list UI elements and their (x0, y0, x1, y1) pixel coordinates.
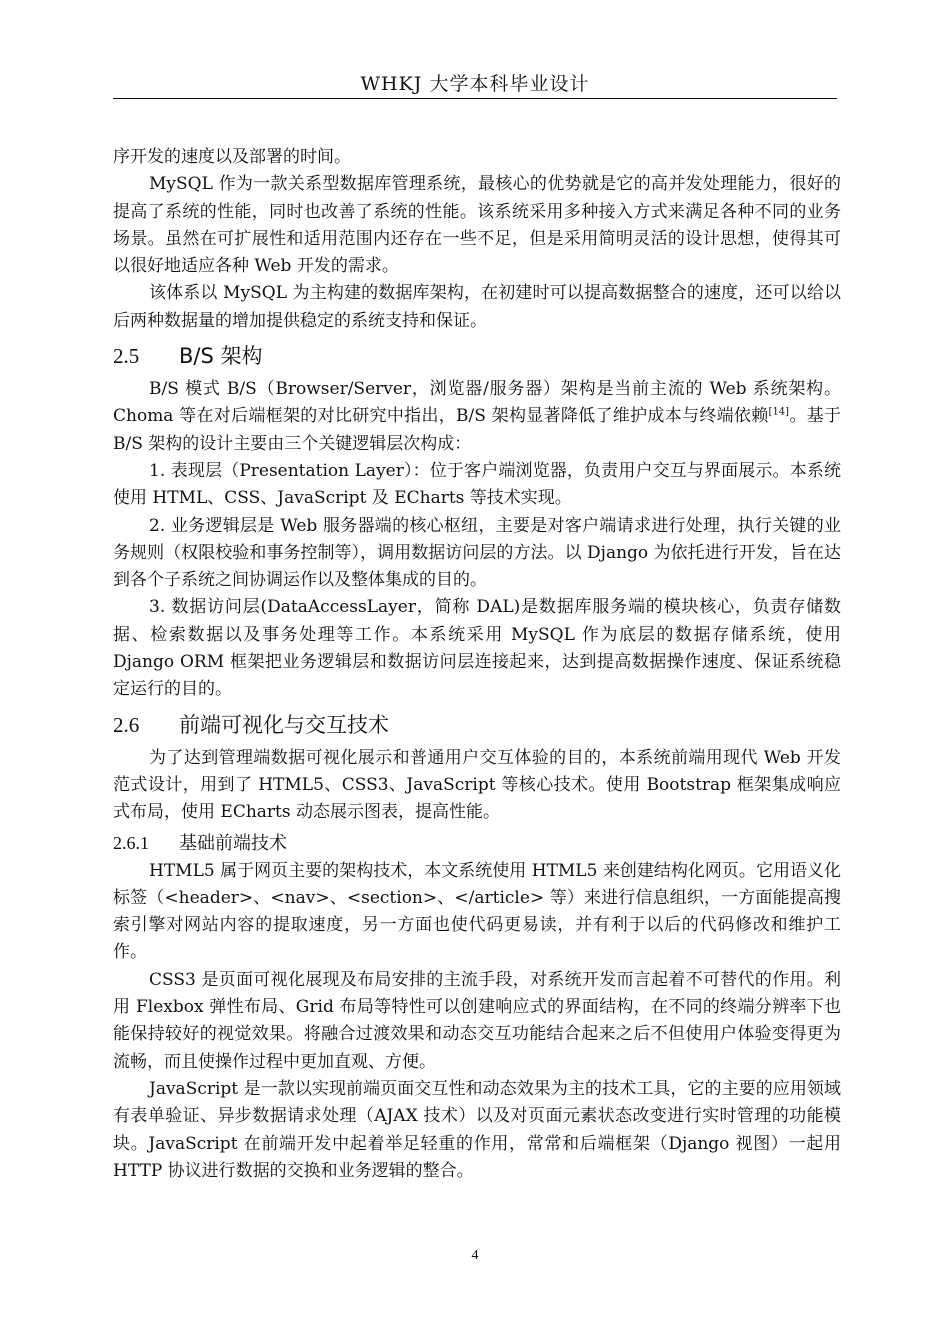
subsection-title: 基础前端技术 (179, 832, 287, 854)
paragraph-continued: 序开发的速度以及部署的时间。 (113, 147, 351, 167)
paragraph-frontend-intro: 为了达到管理端数据可视化展示和普通用户交互体验的目的，本系统前端用现代 Web 开发范式设计，用到了 HTML5、CSS3、JavaScript 等核心技术。使用 Bootstrap 框架集成响应式布局，使用 ECharts 动态展示图表，提高性能。 (113, 747, 841, 823)
section-heading-2-5 (113, 340, 841, 373)
bs-intro-text-end: 。基于 B/S 架构的设计主要由三个关键逻辑层次构成： (113, 406, 841, 454)
paragraph-javascript: JavaScript 是一款以实现前端页面交互性和动态效果为主的技术工具，它的主要的应用领域有表单验证、异步数据请求处理（AJAX 技术）以及对页面元素状态改变进行实时管理的功能模块。JavaScript 在前端开发中起着举足轻重的作用，常常和后端框架（Django 视图）一起用 HTTP 协议进行数据的交换和业务逻辑的整合。 (113, 1078, 841, 1181)
section-heading-2-6 (113, 709, 841, 742)
paragraph-layer-business: 2. 业务逻辑层是 Web 服务器端的核心枢纽，主要是对客户端请求进行处理，执行关键的业务规则（权限校验和事务控制等），调用数据访问层的方法。以 Django 为依托进行开发，旨在达到各个子系统之间协调运作以及整体集成的目的。 (113, 515, 841, 591)
running-header: WHKJ 大学本科毕业设计 (360, 73, 590, 95)
paragraph-layer-presentation: 1. 表现层（Presentation Layer）：位于客户端浏览器，负责用户交互与界面展示。本系统使用 HTML、CSS、JavaScript 及 ECharts 等技术实现。 (113, 460, 841, 509)
subsection-heading-2-6-1 (113, 829, 841, 858)
paragraph-css3: CSS3 是页面可视化展现及布局安排的主流手段，对系统开发而言起着不可替代的作用。利用 Flexbox 弹性布局、Grid 布局等特性可以创建响应式的界面结构，在不同的终端分辨率下也能保持较好的视觉效果。将融合过渡效果和动态交互功能结合起来之后不但使用户体验变得更为流畅，而且使操作过程中更加直观、方便。 (113, 969, 841, 1072)
paragraph-bs-intro (113, 376, 841, 458)
subsection-number: 2.6.1 (113, 832, 149, 853)
section-number: 2.5 (113, 344, 140, 369)
paragraph-mysql-architecture: 该体系以 MySQL 为主构建的数据库架构，在初建时可以提高数据整合的速度，还可以给以后两种数据量的增加提供稳定的系统支持和保证。 (113, 283, 841, 331)
page-body (113, 144, 841, 1185)
section-title: B/S 架构 (179, 344, 263, 369)
section-title: 前端可视化与交互技术 (179, 712, 389, 737)
citation: [14] (768, 406, 790, 418)
page-number: 4 (471, 1248, 479, 1263)
paragraph-mysql: MySQL 作为一款关系型数据库管理系统，最核心的优势就是它的高并发处理能力，很好的提高了系统的性能，同时也改善了系统的性能。该系统采用多种接入方式来满足各种不同的业务场景。虽然在可扩展性和适用范围内还存在一些不足，但是采用简明灵活的设计思想，使得其可以很好地适应各种 Web 开发的需求。 (113, 174, 841, 277)
bs-intro-text: B/S 模式 B/S（Browser/Server，浏览器/服务器）架构是当前主流的 Web 系统架构。Choma 等在对后端框架的对比研究中指出，B/S 架构显著降低了维护成本与终端依赖 (113, 379, 841, 427)
paragraph-html5: HTML5 属于网页主要的架构技术，本文系统使用 HTML5 来创建结构化网页。它用语义化标签（<header>、<nav>、<section>、</article> 等）来进行信息组织，一方面能提高搜索引擎对网站内容的提取速度，另一方面也使代码更易读，并有利于以后的代码修改和维护工作。 (113, 860, 841, 963)
header-rule (113, 98, 837, 99)
paragraph-layer-data-access: 3. 数据访问层(DataAccessLayer，简称 DAL)是数据库服务端的模块核心，负责存储数据、检索数据以及事务处理等工作。本系统采用 MySQL 作为底层的数据存储系统，使用 Django ORM 框架把业务逻辑层和数据访问层连接起来，达到提高数据操作速度、保证系统稳定运行的目的。 (113, 597, 841, 700)
section-number: 2.6 (113, 712, 140, 737)
